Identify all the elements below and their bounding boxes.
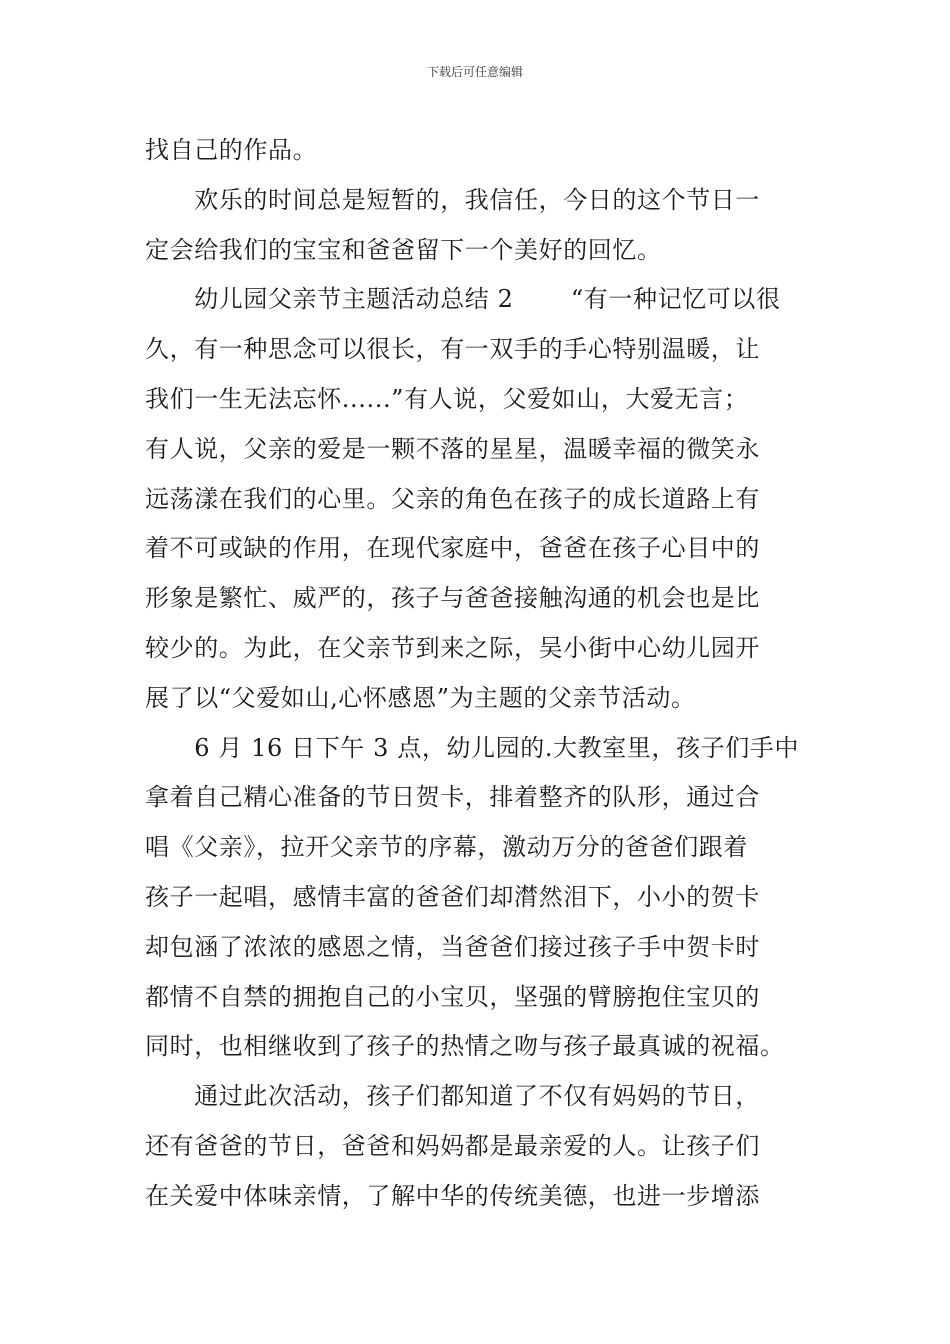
page-header-note: 下载后可任意编辑 (426, 65, 523, 79)
text-line: 找自己的作品。 (145, 136, 318, 164)
text-line: 6 月 16 日下午 3 点，幼儿园的.大教室里，孩子们手中 (145, 733, 800, 762)
text-line: 久，有一种思念可以很长，有一双手的手心特别温暖，让 (145, 335, 760, 364)
text-line: 有人说，父亲的爱是一颗不落的星星，温暖幸福的微笑永 (145, 434, 760, 463)
text-line: 较少的。为此，在父亲节到来之际，吴小街中心幼儿园开 (145, 633, 760, 662)
text-line: 形象是繁忙、威严的，孩子与爸爸接触沟通的机会也是比 (145, 584, 760, 613)
text-line: 着不可或缺的作用，在现代家庭中，爸爸在孩子心目中的 (145, 534, 760, 563)
text-line: 通过此次活动，孩子们都知道了不仅有妈妈的节日， (145, 1082, 760, 1111)
text-line: 唱《父亲》，拉开父亲节的序幕，激动万分的爸爸们跟着 (145, 833, 748, 862)
text-line: 孩子一起唱，感情丰富的爸爸们却潸然泪下，小小的贺卡 (145, 882, 760, 911)
text-line: 定会给我们的宝宝和爸爸留下一个美好的回忆。 (145, 235, 662, 264)
text-line: 展了以“父爱如山,心怀感恩”为主题的父亲节活动。 (145, 683, 696, 712)
text-line: 同时，也相继收到了孩子的热情之吻与孩子最真诚的祝福。 (145, 1032, 785, 1061)
text-line: 都情不自禁的拥抱自己的小宝贝，坚强的臂膀抱住宝贝的 (145, 982, 760, 1011)
text-line: 还有爸爸的节日，爸爸和妈妈都是最亲爱的人。让孩子们 (145, 1131, 760, 1160)
text-line: 幼儿园父亲节主题活动总结 2 “有一种记忆可以很 (145, 285, 781, 314)
text-line: 欢乐的时间总是短暂的，我信任，今日的这个节日一 (145, 185, 760, 214)
text-line: 却包涵了浓浓的感恩之情，当爸爸们接过孩子手中贺卡时 (145, 932, 760, 961)
body-text (145, 126, 805, 1222)
text-line: 我们一生无法忘怀......”有人说，父爱如山，大爱无言； (145, 384, 749, 413)
text-line: 在关爱中体味亲情，了解中华的传统美德，也进一步增添 (145, 1181, 760, 1210)
text-line: 远荡漾在我们的心里。父亲的角色在孩子的成长道路上有 (145, 484, 760, 513)
text-line: 拿着自己精心准备的节日贺卡，排着整齐的队形，通过合 (145, 783, 760, 812)
